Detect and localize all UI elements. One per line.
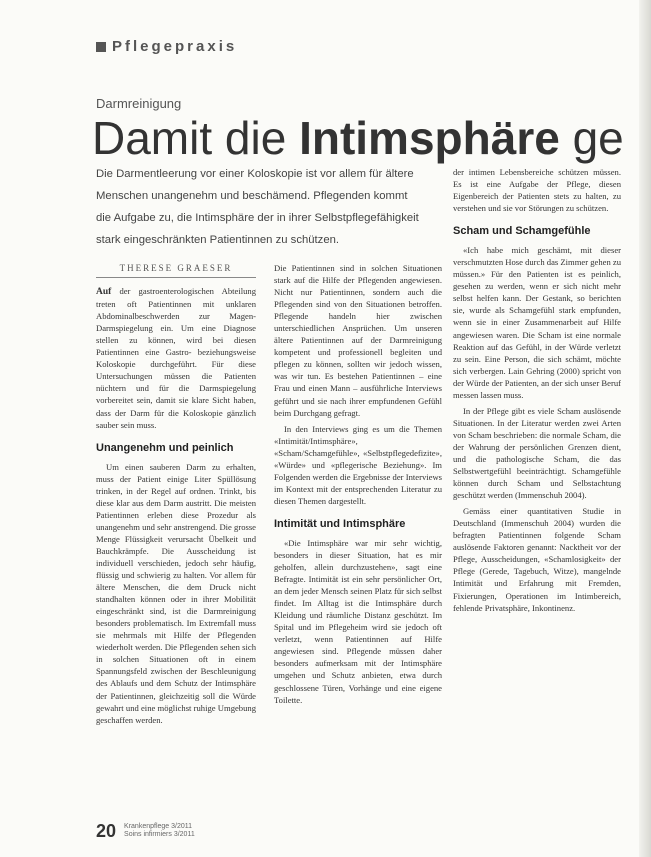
subheading-intimitaet: Intimität und Intimsphäre xyxy=(274,517,406,530)
intro-paragraph xyxy=(96,285,256,431)
body-paragraph: «Ich habe mich geschämt, mit dieser verschmutzten Hose durch das Zimmer gehen zu müssen.» Für den Patienten ist es peinlich, gesehen zu werden, wenn er sich nicht mehr selbst helfen kann. Der Gestank, so berichten sie, wurde als Schamgefühl stark empfunden, wenn sie in einer Zusammenarbeit auf Hilfe angewiesen waren. Die Scham ist eine normale Reaktion auf das Gefühl, in der Würde verletzt zu sein. Eine Person, die sich schämt, möchte sich verbergen. Lain Gehring (2000) spricht von der Würde der Patienten, an der sich unser Beruf messen lassen muss. xyxy=(453,245,621,400)
footer-line: Soins infirmiers 3/2011 xyxy=(124,831,195,838)
page-number: 20 xyxy=(96,821,117,841)
body-paragraph: In der Pflege gibt es viele Scham auslösende Situationen. In der Literatur werden zwei Arten von Scham beschrieben: die normale Scham, die der Wahrung der persönlichen Grenzen dient, und die pathologische Scham, die das Selbstwertgefühl beeinträchtigt. Schamgefühle können durch Scham und Selbstachtung geschützt werden (Immenschuh 2004). xyxy=(453,405,621,501)
body-paragraph: Um einen sauberen Darm zu erhalten, muss der Patient einige Liter Spüllösung trinken, in der Regel auf ordnen. Trinkt, bis diese klar aus dem Darm austritt. Die meisten Patientinnen erleben diese Prozedur als unangenehm und sehr anstrengend. Die grosse Menge Flüssigkeit verursacht Übelkeit und Bauchkrämpfe. Die Ausscheidung ist individuell verschieden, jedoch sehr häufig, flüssig und schwierig zu halten. Vor allem für ältere Menschen, die dem Druck nicht standhalten können oder in ihrer Mobilität eingeschränkt sind, ist die Darmreinigung besonders problematisch. Im Extremfall muss sie mehrmals mit Hilfe der Pflegenden wiederholt werden. Die Pflegenden sehen sich in solchen Situationen oft in einem Spannungsfeld zwischen der Beschleunigung des Ablaufs und dem Schutz der Intimsphäre der Patientinnen, gleichzeitig soll die Würde gewahrt und eine möglichst ruhige Umgebung geschaffen werden. xyxy=(96,461,256,725)
body-paragraph: «Die Intimsphäre war mir sehr wichtig, besonders in dieser Situation, hat es mir geholfen, allein durchzustehen», sagt eine Befragte. Intimität ist ein sehr persönlicher Ort, an dem jeder Mensch seinen Platz für sich selbst findet. Im Alltag ist die Intimsphäre durch Kleidung und räumliche Distanz geschützt. Im Spital und im Pflegeheim wird sie jedoch oft verletzt, wenn Patientinnen auf Hilfe angewiesen sind. Pflegende müssen daher besonders aufmerksam mit der Intimsphäre umgehen und Schutz anbieten, etwa durch geschlossene Türen, Vorhänge und eine eigene Toilette. xyxy=(274,537,442,705)
subheading-unangenehm: Unangenehm und peinlich xyxy=(96,441,234,454)
column-2 xyxy=(274,262,442,814)
subheading-scham: Scham und Schamgefühle xyxy=(453,225,591,238)
column-3 xyxy=(453,166,621,814)
headline-part3: ge xyxy=(559,112,624,164)
footer-line: Krankenpflege 3/2011 xyxy=(124,823,193,830)
page-edge-shadow xyxy=(639,0,651,857)
kicker: Darmreinigung xyxy=(96,96,182,111)
section-label: Pflegepraxis xyxy=(112,38,238,55)
section-header xyxy=(96,38,237,55)
headline-part2: Intimsphäre xyxy=(299,112,560,164)
column-1 xyxy=(96,262,256,802)
body-paragraph: der intimen Lebensbereiche schützen müssen. Es ist eine Aufgabe der Pflege, diesen Eigenbereich der Patienten stets zu halten, zu verstehen und sie vor Störungen zu schützen. xyxy=(453,167,621,214)
lead-paragraph: Die Darmentleerung vor einer Koloskopie ist vor allem für ältere Menschen unangenehm und beschämend. Pflegenden kommt die Aufgabe zu, die Intimsphäre der in ihrer Selbstpflegefähigkeit stark eingeschränkten Patientinnen zu schützen. xyxy=(96,168,419,246)
body-paragraph: Die Patientinnen sind in solchen Situationen stark auf die Hilfe der Pflegenden angewiesen. Nicht nur Patientinnen, sondern auch die Pflegenden sind von den Situationen betroffen. Pflegende handeln hier zwischen unterschiedlichen Ansprüchen. Um unseren ältere Patientinnen auf der Darmreinigung kompetent und professionell begleiten und pflegen zu können, sollten wir jedoch wissen, was wir tun. Es bestehen Patientinnen – eine Frau und einen Mann – ausführliche Interviews geführt und sie nach ihrer empfundenen Gefühl beim Durchgang gefragt. xyxy=(274,263,442,418)
square-icon xyxy=(96,42,106,52)
footer-publication xyxy=(124,821,195,839)
dropcap: Auf xyxy=(96,287,112,298)
body-paragraph: Gemäss einer quantitativen Studie in Deutschland (Immenschuh 2004) wurden die befragten Patientinnen folgende Scham auslösende Faktoren genannt: Nacktheit vor der Pflege, Ausscheidungen, «Schamlosigkeit» der Pflege (Gerede, Tagebuch, Witze), mangelnde Intimität und Erfahrung mit Fremden, Fixierungen, Operationen im Intimbereich, fehlende Privatsphäre, Inkontinenz. xyxy=(453,506,621,613)
intro-text: der gastroenterologischen Abteilung treten oft Patientinnen mit unklaren Abdominalbeschwerden zur Magen-Darmspiegelung ein. Um eine Diagnose stellen zu können, wird bei diesen Patientinnen eine Gastro- beziehungsweise Koloskopie durchgeführt. Für diese Untersuchungen müssen die Patienten nüchtern und für die Darmspiegelung vorbereitet sein, damit sie klare Sicht haben, dass der Darm für die Koloskopie gänzlich sauber sein muss. xyxy=(96,286,256,430)
headline-part1: Damit die xyxy=(92,112,300,164)
page-footer xyxy=(96,821,195,841)
body-paragraph: In den Interviews ging es um die Themen «Intimität/Intimsphäre», «Scham/Schamgefühle», «Selbstpflegedefizite», «Würde» und «pflegerische Beziehung». Im Folgenden werden die Ergebnisse der Interviews im Kontext mit der entsprechenden Literatur zu diesen Themen dargestellt. xyxy=(274,423,442,506)
author-byline: THERESE GRAESER xyxy=(96,262,256,278)
headline xyxy=(92,108,624,168)
